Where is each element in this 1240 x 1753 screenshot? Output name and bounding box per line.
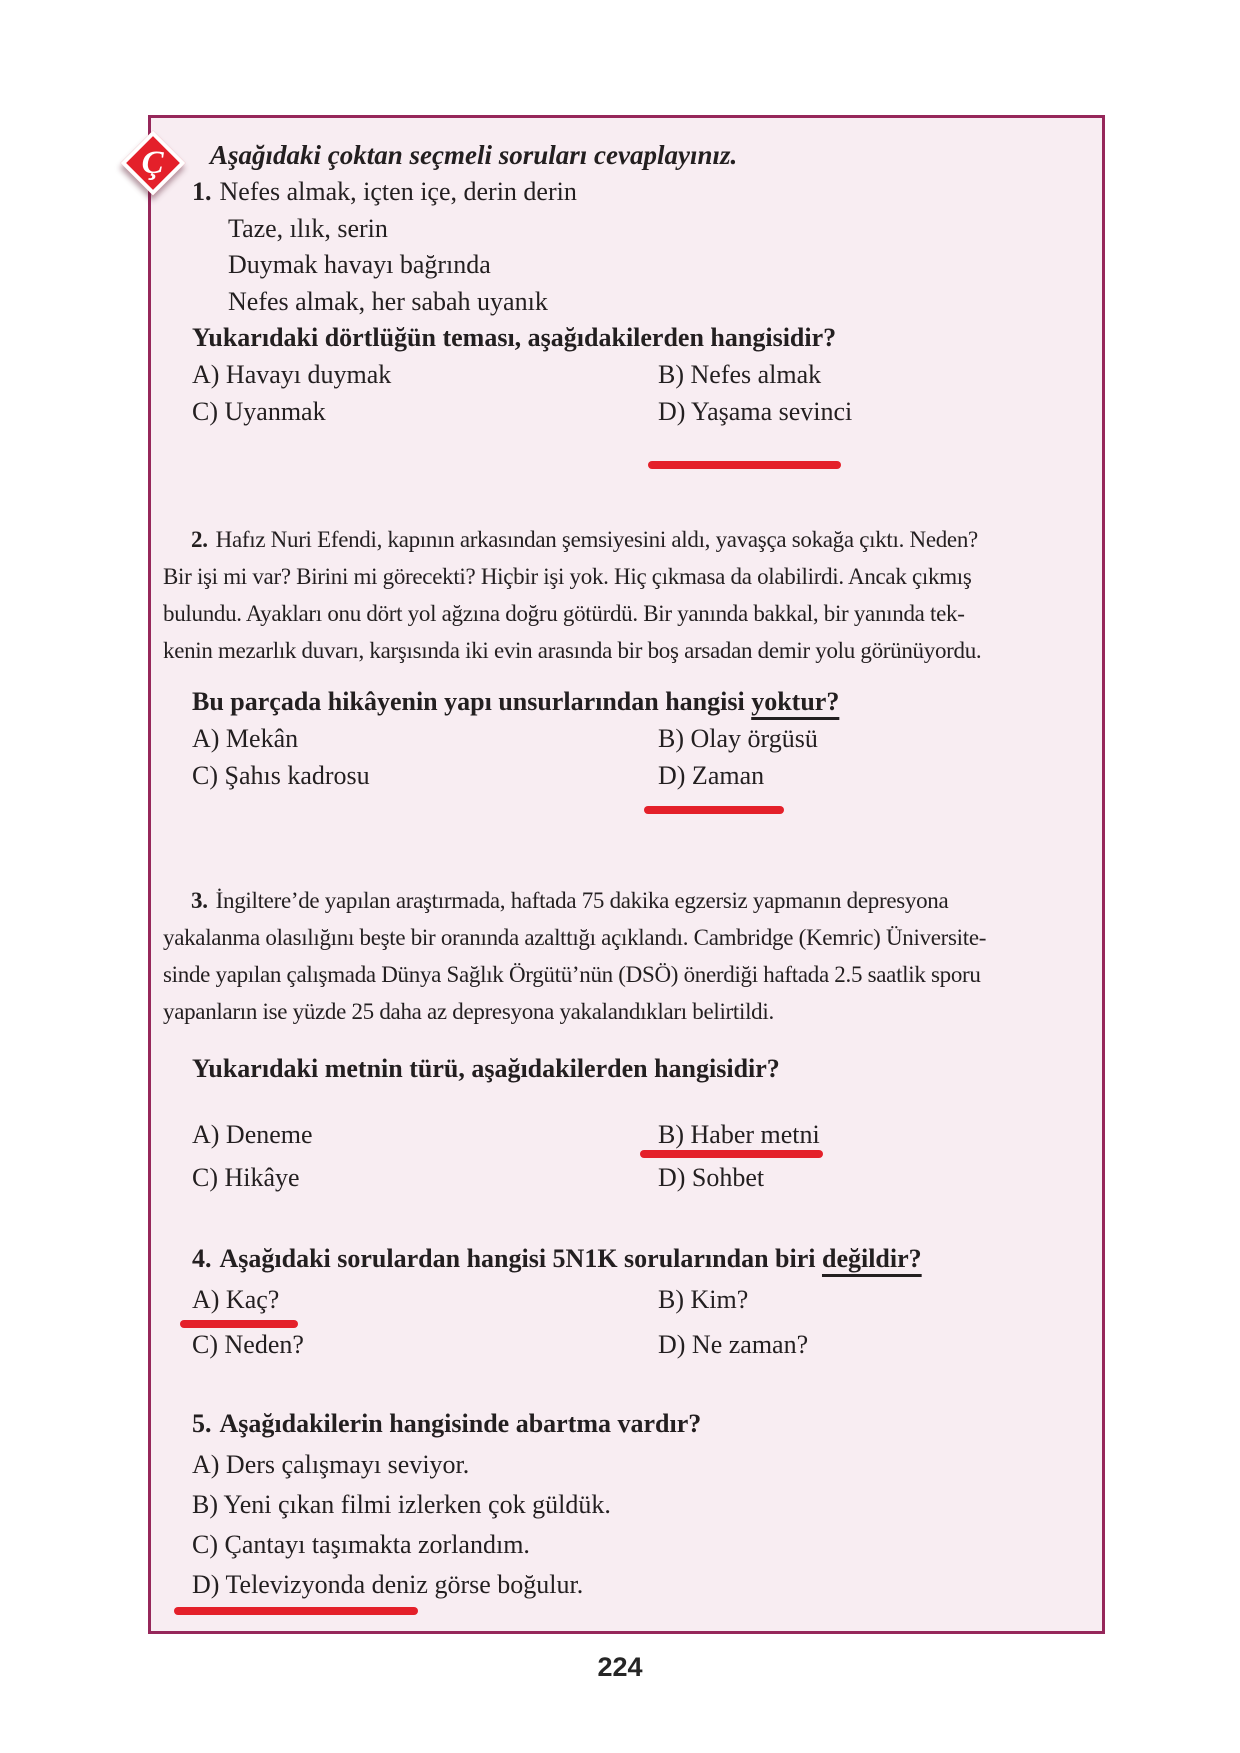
- question-1-stem: Yukarıdaki dörtlüğün teması, aşağıdakilerden hangisidir?: [192, 323, 837, 352]
- question-3-paragraph-line: yapanların ise yüzde 25 daha az depresyona yakalandıkları belirtildi.: [163, 999, 774, 1024]
- question-2-paragraph-line: Bir işi mi var? Birini mi görecekti? Hiçbir işi yok. Hiç çıkmasa da olabilirdi. Ancak çıkmış: [163, 564, 972, 589]
- question-3-options-row-1: [0, 1120, 1240, 1156]
- option-a: A) Mekân: [192, 724, 299, 753]
- option-a: A) Havayı duymak: [192, 360, 392, 389]
- stem-text: Aşağıdaki sorulardan hangisi 5N1K sorularından biri: [219, 1244, 822, 1273]
- answer-underline-mark: [648, 461, 841, 469]
- answer-underline-mark: [174, 1607, 418, 1615]
- paragraph-text: İngiltere’de yapılan araştırmada, haftada 75 dakika egzersiz yapmanın depresyona: [215, 888, 949, 913]
- question-3-paragraph-line: [191, 888, 948, 914]
- question-number: 2.: [191, 527, 208, 552]
- poem-line: Nefes almak, her sabah uyanık: [228, 287, 548, 316]
- question-1-first-line: [192, 177, 577, 207]
- option-a: A) Ders çalışmayı seviyor.: [192, 1450, 470, 1479]
- question-number: 4.: [192, 1244, 212, 1273]
- answer-underline-mark: [644, 806, 784, 814]
- question-number: 1.: [192, 177, 212, 206]
- question-5-stem: [192, 1409, 701, 1439]
- stem-text: Bu parçada hikâyenin yapı unsurlarından hangisi: [192, 687, 752, 716]
- poem-line: Duymak havayı bağrında: [228, 250, 491, 279]
- question-2-options-row-1: [0, 724, 1240, 760]
- question-4-stem: [192, 1244, 922, 1274]
- question-2-stem: [192, 687, 839, 717]
- option-c: C) Uyanmak: [192, 397, 326, 426]
- question-number: 3.: [191, 888, 208, 913]
- option-a: A) Deneme: [192, 1120, 313, 1149]
- stem-text: Aşağıdakilerin hangisinde abartma vardır?: [219, 1409, 702, 1438]
- poem-line: Nefes almak, içten içe, derin derin: [219, 177, 577, 206]
- page-number: 224: [597, 1652, 643, 1682]
- question-1-options-row-1: [0, 360, 1240, 396]
- question-2-options-row-2: [0, 761, 1240, 797]
- answer-underline-mark: [180, 1320, 298, 1328]
- question-4-options-row-1: [0, 1285, 1240, 1321]
- question-number: 5.: [192, 1409, 212, 1438]
- option-d: D) Televizyonda deniz görse boğulur.: [192, 1570, 584, 1599]
- option-c: C) Neden?: [192, 1330, 304, 1359]
- option-b: B) Kim?: [658, 1285, 749, 1314]
- answer-underline-mark: [640, 1150, 823, 1158]
- option-d: D) Zaman: [658, 761, 765, 790]
- option-b: B) Nefes almak: [658, 360, 822, 389]
- option-d: D) Ne zaman?: [658, 1330, 809, 1359]
- paragraph-text: Hafız Nuri Efendi, kapının arkasından şemsiyesini aldı, yavaşça sokağa çıktı. Neden?: [215, 527, 978, 552]
- option-b: B) Yeni çıkan filmi izlerken çok güldük.: [192, 1490, 611, 1519]
- stem-underlined-word: yoktur?: [751, 687, 840, 716]
- option-a: A) Kaç?: [192, 1285, 280, 1314]
- option-d: D) Sohbet: [658, 1163, 765, 1192]
- instruction-text: Aşağıdaki çoktan seçmeli soruları cevaplayınız.: [210, 140, 738, 170]
- question-3-options-row-2: [0, 1163, 1240, 1199]
- question-2-paragraph-line: kenin mezarlık duvarı, karşısında iki evin arasında bir boş arsadan demir yolu görünüyordu.: [163, 638, 982, 663]
- question-3-paragraph-line: sinde yapılan çalışmada Dünya Sağlık Örgütü’nün (DSÖ) önerdiği haftada 2.5 saatlik sporu: [163, 962, 981, 987]
- option-c: C) Çantayı taşımakta zorlandım.: [192, 1530, 530, 1559]
- question-4-options-row-2: [0, 1330, 1240, 1366]
- option-c: C) Şahıs kadrosu: [192, 761, 370, 790]
- question-1-options-row-2: [0, 397, 1240, 433]
- question-2-paragraph-line: [191, 527, 978, 553]
- question-3-stem: Yukarıdaki metnin türü, aşağıdakilerden hangisidir?: [192, 1054, 780, 1083]
- question-3-paragraph-line: yakalanma olasılığını beşte bir oranında azalttığı açıklandı. Cambridge (Kemric) Üniversite-: [163, 925, 987, 950]
- option-d: D) Yaşama sevinci: [658, 397, 853, 426]
- option-b: B) Haber metni: [658, 1120, 820, 1149]
- stem-underlined-word: değildir?: [821, 1244, 922, 1273]
- option-b: B) Olay örgüsü: [658, 724, 818, 753]
- option-c: C) Hikâye: [192, 1163, 300, 1192]
- section-badge-letter: Ç: [141, 144, 165, 181]
- poem-line: Taze, ılık, serin: [228, 214, 388, 243]
- question-2-paragraph-line: bulundu. Ayakları onu dört yol ağzına doğru götürdü. Bir yanında bakkal, bir yanında tek-: [163, 601, 965, 626]
